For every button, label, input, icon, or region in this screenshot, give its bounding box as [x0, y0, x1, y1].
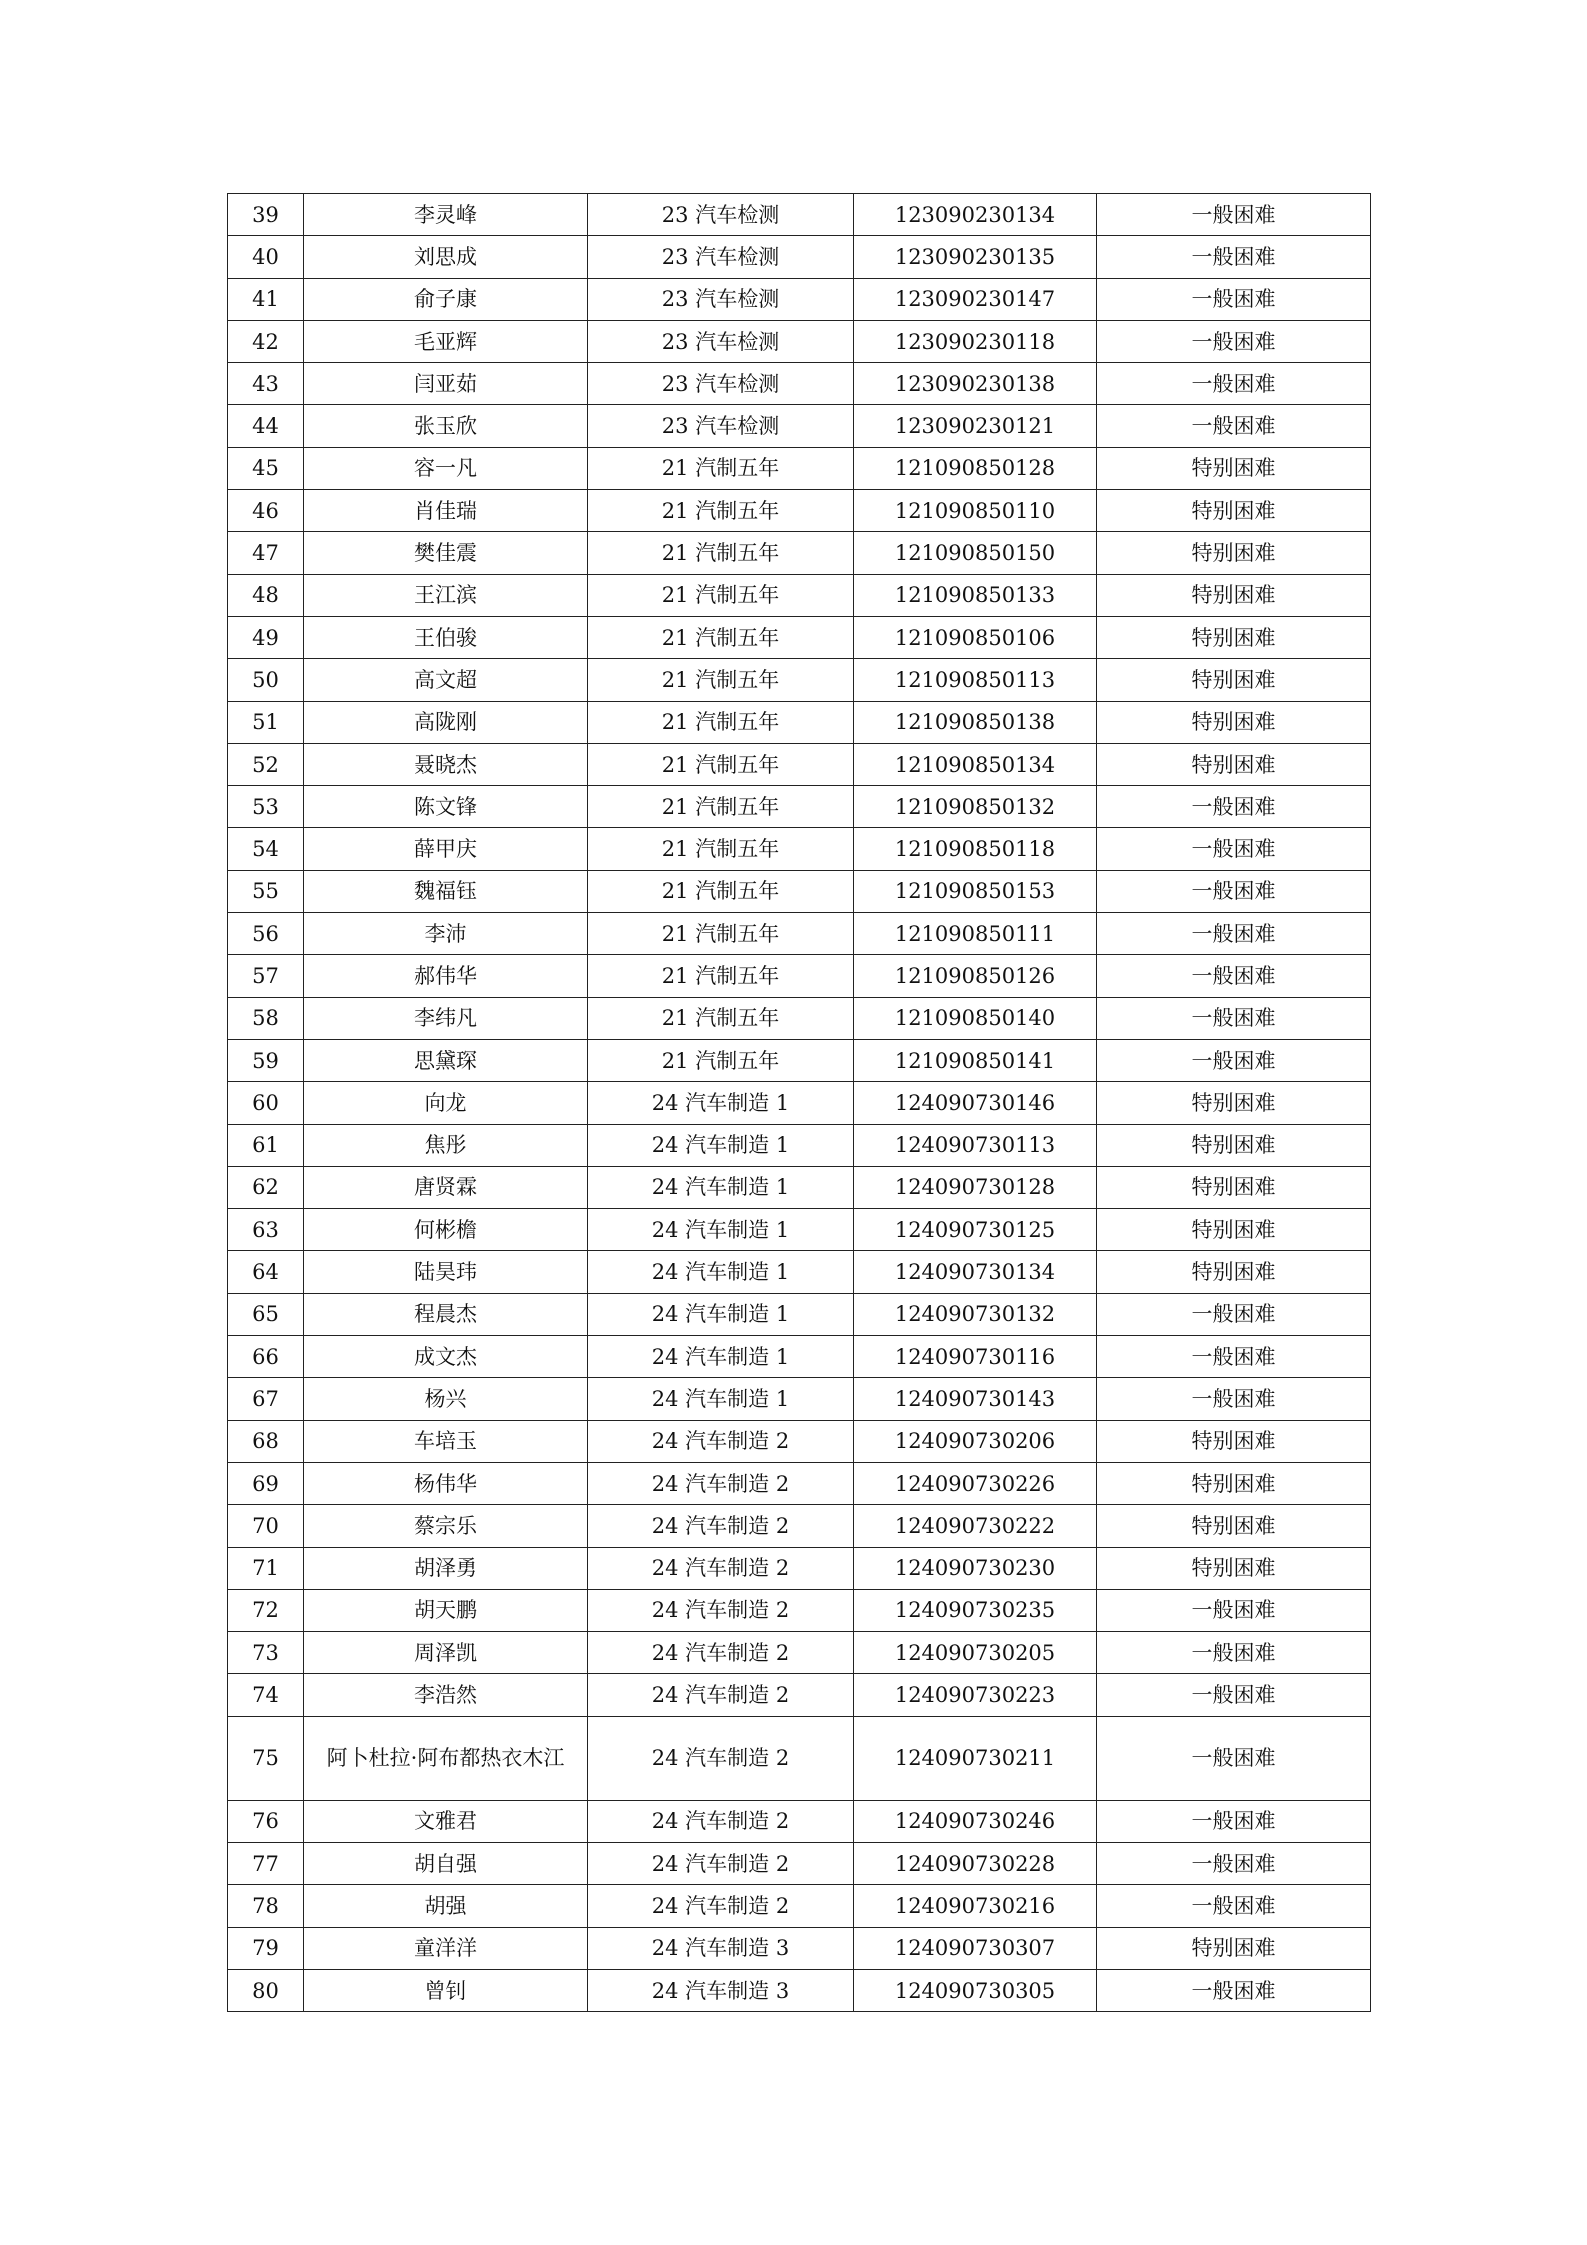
cell-number: 41: [228, 278, 304, 320]
cell-class: 24 汽车制造 2: [588, 1674, 854, 1716]
cell-class: 21 汽制五年: [588, 955, 854, 997]
cell-class: 21 汽制五年: [588, 490, 854, 532]
cell-class: 21 汽制五年: [588, 659, 854, 701]
table-row: [228, 278, 1371, 320]
cell-name: 胡泽勇: [304, 1547, 588, 1589]
cell-name: 胡天鹏: [304, 1589, 588, 1631]
cell-class: 24 汽车制造 2: [588, 1505, 854, 1547]
cell-student-id: 121090850133: [854, 574, 1097, 616]
cell-class: 24 汽车制造 1: [588, 1251, 854, 1293]
cell-hardship-level: 一般困难: [1097, 278, 1371, 320]
cell-student-id: 124090730246: [854, 1800, 1097, 1842]
cell-hardship-level: 特别困难: [1097, 659, 1371, 701]
cell-number: 43: [228, 363, 304, 405]
cell-name: 陆昊玮: [304, 1251, 588, 1293]
table-row: [228, 194, 1371, 236]
cell-class: 24 汽车制造 2: [588, 1885, 854, 1927]
cell-student-id: 121090850106: [854, 616, 1097, 658]
cell-hardship-level: 一般困难: [1097, 786, 1371, 828]
cell-student-id: 124090730223: [854, 1674, 1097, 1716]
cell-name: 胡自强: [304, 1842, 588, 1884]
cell-number: 58: [228, 997, 304, 1039]
cell-class: 21 汽制五年: [588, 743, 854, 785]
table-row: [228, 363, 1371, 405]
cell-class: 21 汽制五年: [588, 997, 854, 1039]
cell-number: 69: [228, 1462, 304, 1504]
cell-name: 俞子康: [304, 278, 588, 320]
cell-number: 56: [228, 913, 304, 955]
table-row: [228, 1082, 1371, 1124]
cell-number: 70: [228, 1505, 304, 1547]
cell-name: 杨伟华: [304, 1462, 588, 1504]
table-row: [228, 870, 1371, 912]
cell-class: 24 汽车制造 1: [588, 1209, 854, 1251]
table-row: [228, 490, 1371, 532]
cell-hardship-level: 特别困难: [1097, 1420, 1371, 1462]
cell-student-id: 124090730116: [854, 1336, 1097, 1378]
cell-number: 78: [228, 1885, 304, 1927]
cell-name: 郝伟华: [304, 955, 588, 997]
cell-class: 24 汽车制造 2: [588, 1800, 854, 1842]
cell-name: 刘思成: [304, 236, 588, 278]
cell-class: 23 汽车检测: [588, 320, 854, 362]
table-row: [228, 1589, 1371, 1631]
table-row: [228, 405, 1371, 447]
cell-hardship-level: 一般困难: [1097, 1800, 1371, 1842]
cell-number: 72: [228, 1589, 304, 1631]
cell-class: 24 汽车制造 2: [588, 1842, 854, 1884]
cell-number: 52: [228, 743, 304, 785]
cell-number: 50: [228, 659, 304, 701]
cell-student-id: 121090850141: [854, 1039, 1097, 1081]
table-row: [228, 743, 1371, 785]
cell-student-id: 121090850118: [854, 828, 1097, 870]
cell-hardship-level: 特别困难: [1097, 1547, 1371, 1589]
cell-number: 45: [228, 447, 304, 489]
cell-name: 闫亚茹: [304, 363, 588, 405]
cell-hardship-level: 特别困难: [1097, 701, 1371, 743]
cell-student-id: 124090730206: [854, 1420, 1097, 1462]
cell-class: 24 汽车制造 1: [588, 1082, 854, 1124]
cell-number: 60: [228, 1082, 304, 1124]
cell-hardship-level: 一般困难: [1097, 194, 1371, 236]
cell-number: 74: [228, 1674, 304, 1716]
table-row: [228, 1885, 1371, 1927]
cell-student-id: 121090850128: [854, 447, 1097, 489]
cell-hardship-level: 一般困难: [1097, 1842, 1371, 1884]
cell-hardship-level: 一般困难: [1097, 1336, 1371, 1378]
cell-name: 李纬凡: [304, 997, 588, 1039]
cell-number: 79: [228, 1927, 304, 1969]
cell-student-id: 123090230118: [854, 320, 1097, 362]
cell-class: 21 汽制五年: [588, 532, 854, 574]
cell-number: 66: [228, 1336, 304, 1378]
cell-name: 何彬檐: [304, 1209, 588, 1251]
table-row: [228, 1674, 1371, 1716]
table-row: [228, 1209, 1371, 1251]
cell-hardship-level: 一般困难: [1097, 1674, 1371, 1716]
cell-class: 23 汽车检测: [588, 278, 854, 320]
cell-class: 21 汽制五年: [588, 870, 854, 912]
cell-name: 张玉欣: [304, 405, 588, 447]
cell-hardship-level: 特别困难: [1097, 1251, 1371, 1293]
cell-hardship-level: 特别困难: [1097, 1082, 1371, 1124]
cell-number: 54: [228, 828, 304, 870]
cell-hardship-level: 特别困难: [1097, 1209, 1371, 1251]
cell-student-id: 121090850140: [854, 997, 1097, 1039]
table-row: [228, 1462, 1371, 1504]
cell-name: 蔡宗乐: [304, 1505, 588, 1547]
table-row: [228, 1251, 1371, 1293]
cell-hardship-level: 特别困难: [1097, 447, 1371, 489]
cell-student-id: 121090850132: [854, 786, 1097, 828]
cell-name: 容一凡: [304, 447, 588, 489]
cell-number: 62: [228, 1166, 304, 1208]
cell-hardship-level: 一般困难: [1097, 320, 1371, 362]
cell-number: 61: [228, 1124, 304, 1166]
cell-number: 76: [228, 1800, 304, 1842]
cell-hardship-level: 一般困难: [1097, 405, 1371, 447]
cell-number: 73: [228, 1632, 304, 1674]
table-row: [228, 659, 1371, 701]
cell-student-id: 124090730113: [854, 1124, 1097, 1166]
cell-student-id: 121090850126: [854, 955, 1097, 997]
cell-student-id: 121090850113: [854, 659, 1097, 701]
cell-student-id: 121090850134: [854, 743, 1097, 785]
table-row: [228, 616, 1371, 658]
cell-hardship-level: 特别困难: [1097, 1927, 1371, 1969]
cell-name: 陈文锋: [304, 786, 588, 828]
cell-student-id: 124090730226: [854, 1462, 1097, 1504]
cell-student-id: 124090730307: [854, 1927, 1097, 1969]
cell-hardship-level: 特别困难: [1097, 574, 1371, 616]
cell-name: 高陇刚: [304, 701, 588, 743]
table-row: [228, 1166, 1371, 1208]
table-row: [228, 1927, 1371, 1969]
table-row: [228, 701, 1371, 743]
cell-student-id: 123090230147: [854, 278, 1097, 320]
cell-hardship-level: 一般困难: [1097, 955, 1371, 997]
cell-student-id: 124090730222: [854, 1505, 1097, 1547]
student-table: [227, 193, 1371, 2012]
table-row: [228, 1969, 1371, 2011]
cell-name: 阿卜杜拉·阿布都热衣木江: [304, 1716, 588, 1800]
cell-number: 67: [228, 1378, 304, 1420]
cell-name: 李沛: [304, 913, 588, 955]
cell-name: 高文超: [304, 659, 588, 701]
cell-number: 48: [228, 574, 304, 616]
cell-name: 胡强: [304, 1885, 588, 1927]
cell-class: 24 汽车制造 1: [588, 1124, 854, 1166]
cell-number: 39: [228, 194, 304, 236]
cell-class: 24 汽车制造 1: [588, 1336, 854, 1378]
cell-class: 23 汽车检测: [588, 194, 854, 236]
cell-name: 肖佳瑞: [304, 490, 588, 532]
cell-class: 21 汽制五年: [588, 447, 854, 489]
table-row: [228, 1336, 1371, 1378]
cell-hardship-level: 特别困难: [1097, 616, 1371, 658]
cell-name: 成文杰: [304, 1336, 588, 1378]
cell-student-id: 124090730146: [854, 1082, 1097, 1124]
cell-class: 24 汽车制造 2: [588, 1716, 854, 1800]
cell-hardship-level: 一般困难: [1097, 1716, 1371, 1800]
cell-name: 向龙: [304, 1082, 588, 1124]
cell-class: 24 汽车制造 2: [588, 1589, 854, 1631]
cell-number: 65: [228, 1293, 304, 1335]
cell-hardship-level: 一般困难: [1097, 1885, 1371, 1927]
cell-student-id: 121090850110: [854, 490, 1097, 532]
table-row: [228, 1378, 1371, 1420]
cell-class: 24 汽车制造 1: [588, 1378, 854, 1420]
cell-name: 樊佳震: [304, 532, 588, 574]
cell-hardship-level: 一般困难: [1097, 1378, 1371, 1420]
cell-hardship-level: 一般困难: [1097, 913, 1371, 955]
cell-name: 杨兴: [304, 1378, 588, 1420]
cell-number: 64: [228, 1251, 304, 1293]
cell-name: 聂晓杰: [304, 743, 588, 785]
cell-class: 24 汽车制造 2: [588, 1632, 854, 1674]
cell-name: 程晨杰: [304, 1293, 588, 1335]
cell-name: 魏福钰: [304, 870, 588, 912]
cell-student-id: 121090850153: [854, 870, 1097, 912]
table-row: [228, 1293, 1371, 1335]
cell-name: 周泽凯: [304, 1632, 588, 1674]
cell-number: 40: [228, 236, 304, 278]
table-row: [228, 955, 1371, 997]
cell-number: 77: [228, 1842, 304, 1884]
cell-hardship-level: 一般困难: [1097, 870, 1371, 912]
cell-name: 薛甲庆: [304, 828, 588, 870]
cell-name: 焦彤: [304, 1124, 588, 1166]
cell-class: 24 汽车制造 3: [588, 1927, 854, 1969]
cell-student-id: 124090730228: [854, 1842, 1097, 1884]
cell-hardship-level: 一般困难: [1097, 236, 1371, 278]
cell-number: 57: [228, 955, 304, 997]
table-row: [228, 786, 1371, 828]
cell-name: 思黛琛: [304, 1039, 588, 1081]
cell-hardship-level: 特别困难: [1097, 1124, 1371, 1166]
cell-number: 80: [228, 1969, 304, 2011]
cell-class: 21 汽制五年: [588, 913, 854, 955]
cell-student-id: 123090230121: [854, 405, 1097, 447]
cell-name: 车培玉: [304, 1420, 588, 1462]
table-row: [228, 1039, 1371, 1081]
cell-number: 51: [228, 701, 304, 743]
table-row: [228, 532, 1371, 574]
cell-name: 童洋洋: [304, 1927, 588, 1969]
cell-class: 21 汽制五年: [588, 786, 854, 828]
cell-hardship-level: 特别困难: [1097, 490, 1371, 532]
cell-class: 23 汽车检测: [588, 363, 854, 405]
cell-class: 24 汽车制造 2: [588, 1420, 854, 1462]
cell-student-id: 124090730230: [854, 1547, 1097, 1589]
cell-number: 71: [228, 1547, 304, 1589]
cell-hardship-level: 一般困难: [1097, 997, 1371, 1039]
table-row: [228, 913, 1371, 955]
cell-class: 23 汽车检测: [588, 236, 854, 278]
table-row: [228, 828, 1371, 870]
cell-number: 68: [228, 1420, 304, 1462]
cell-number: 44: [228, 405, 304, 447]
cell-number: 63: [228, 1209, 304, 1251]
cell-name: 文雅君: [304, 1800, 588, 1842]
cell-student-id: 123090230138: [854, 363, 1097, 405]
cell-hardship-level: 一般困难: [1097, 1039, 1371, 1081]
cell-class: 24 汽车制造 2: [588, 1462, 854, 1504]
cell-hardship-level: 特别困难: [1097, 1505, 1371, 1547]
cell-student-id: 124090730125: [854, 1209, 1097, 1251]
cell-number: 59: [228, 1039, 304, 1081]
cell-student-id: 121090850150: [854, 532, 1097, 574]
cell-hardship-level: 一般困难: [1097, 1293, 1371, 1335]
cell-class: 24 汽车制造 1: [588, 1293, 854, 1335]
cell-name: 唐贤霖: [304, 1166, 588, 1208]
cell-number: 75: [228, 1716, 304, 1800]
cell-hardship-level: 一般困难: [1097, 363, 1371, 405]
cell-hardship-level: 特别困难: [1097, 1462, 1371, 1504]
table-row: [228, 447, 1371, 489]
cell-hardship-level: 特别困难: [1097, 532, 1371, 574]
cell-student-id: 123090230134: [854, 194, 1097, 236]
cell-class: 24 汽车制造 2: [588, 1547, 854, 1589]
cell-student-id: 121090850111: [854, 913, 1097, 955]
cell-class: 21 汽制五年: [588, 616, 854, 658]
table-row: [228, 997, 1371, 1039]
table-row: [228, 320, 1371, 362]
cell-number: 53: [228, 786, 304, 828]
cell-student-id: 124090730128: [854, 1166, 1097, 1208]
table-row: [228, 236, 1371, 278]
cell-hardship-level: 一般困难: [1097, 1632, 1371, 1674]
cell-student-id: 124090730132: [854, 1293, 1097, 1335]
cell-class: 23 汽车检测: [588, 405, 854, 447]
table-row: [228, 1842, 1371, 1884]
cell-name: 毛亚辉: [304, 320, 588, 362]
cell-student-id: 124090730205: [854, 1632, 1097, 1674]
cell-number: 46: [228, 490, 304, 532]
cell-number: 49: [228, 616, 304, 658]
cell-number: 42: [228, 320, 304, 362]
table-row: [228, 1505, 1371, 1547]
cell-student-id: 124090730134: [854, 1251, 1097, 1293]
cell-student-id: 124090730235: [854, 1589, 1097, 1631]
table-row: [228, 1716, 1371, 1800]
table-row: [228, 1547, 1371, 1589]
table-row: [228, 574, 1371, 616]
cell-class: 21 汽制五年: [588, 1039, 854, 1081]
table-row: [228, 1632, 1371, 1674]
cell-student-id: 121090850138: [854, 701, 1097, 743]
cell-hardship-level: 一般困难: [1097, 1589, 1371, 1631]
table-body: [228, 194, 1371, 2012]
cell-name: 曾钊: [304, 1969, 588, 2011]
cell-class: 21 汽制五年: [588, 701, 854, 743]
cell-student-id: 124090730143: [854, 1378, 1097, 1420]
cell-student-id: 123090230135: [854, 236, 1097, 278]
cell-hardship-level: 特别困难: [1097, 743, 1371, 785]
cell-student-id: 124090730305: [854, 1969, 1097, 2011]
cell-hardship-level: 一般困难: [1097, 1969, 1371, 2011]
table-row: [228, 1800, 1371, 1842]
cell-hardship-level: 特别困难: [1097, 1166, 1371, 1208]
cell-class: 21 汽制五年: [588, 828, 854, 870]
cell-number: 47: [228, 532, 304, 574]
table-row: [228, 1124, 1371, 1166]
cell-class: 21 汽制五年: [588, 574, 854, 616]
cell-number: 55: [228, 870, 304, 912]
cell-name: 王伯骏: [304, 616, 588, 658]
cell-class: 24 汽车制造 3: [588, 1969, 854, 2011]
cell-student-id: 124090730216: [854, 1885, 1097, 1927]
cell-name: 李灵峰: [304, 194, 588, 236]
cell-student-id: 124090730211: [854, 1716, 1097, 1800]
cell-class: 24 汽车制造 1: [588, 1166, 854, 1208]
cell-name: 李浩然: [304, 1674, 588, 1716]
cell-name: 王江滨: [304, 574, 588, 616]
table-row: [228, 1420, 1371, 1462]
cell-hardship-level: 一般困难: [1097, 828, 1371, 870]
